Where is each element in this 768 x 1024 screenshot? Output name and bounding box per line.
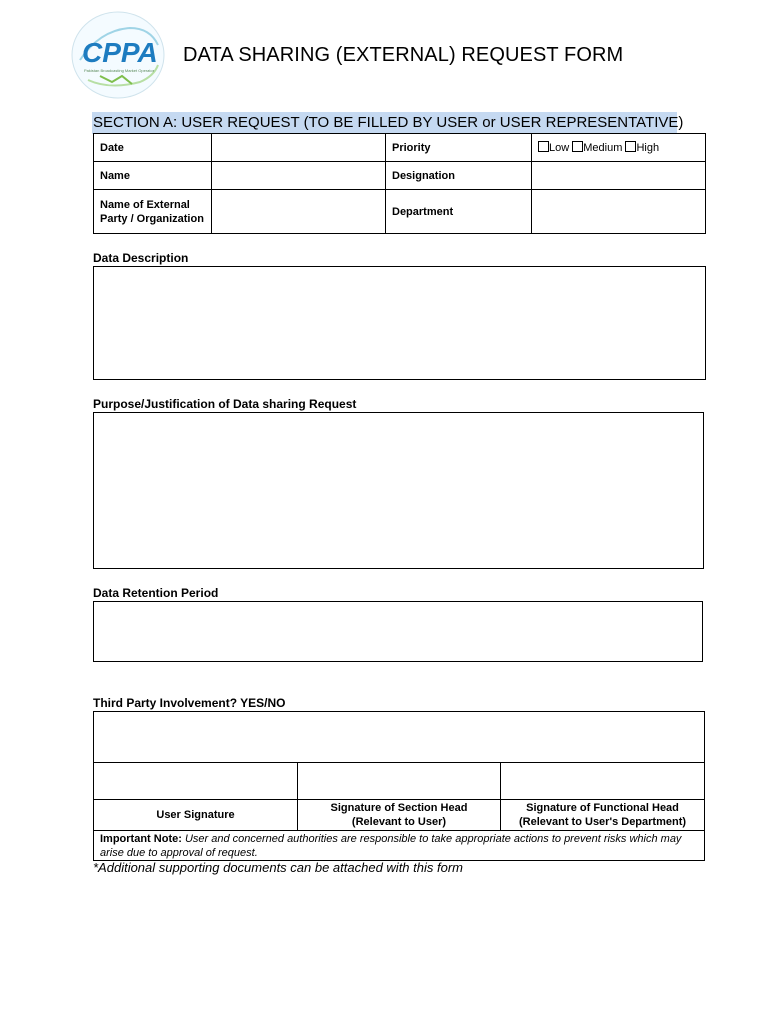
third-party-label: Third Party Involvement? YES/NO [93, 696, 286, 710]
svg-text:CPPA: CPPA [82, 37, 158, 68]
retention-label: Data Retention Period [93, 586, 219, 600]
logo-graphic [70, 10, 166, 100]
designation-label: Designation [386, 162, 532, 190]
name-field[interactable] [212, 162, 386, 190]
cppa-logo [70, 10, 166, 100]
footnote: *Additional supporting documents can be attached with this form [93, 860, 463, 875]
section-head-signature-field[interactable] [298, 763, 501, 800]
table-row [94, 134, 706, 162]
purpose-field[interactable] [93, 412, 704, 569]
date-field[interactable] [212, 134, 386, 162]
data-description-field[interactable] [93, 266, 706, 380]
department-label: Department [386, 190, 532, 234]
table-row [94, 800, 705, 831]
designation-field[interactable] [532, 162, 706, 190]
low-checkbox[interactable] [538, 141, 549, 152]
date-label: Date [94, 134, 212, 162]
priority-medium[interactable]: Medium [572, 142, 622, 154]
svg-text:Pakistan Broadcasting Market O: Pakistan Broadcasting Market Operator [84, 68, 155, 73]
important-note: Important Note: User and concerned authorities are responsible to take appropriate actions to prevent risks which may arise due to approval of request. [94, 831, 705, 861]
third-party-signature-table [93, 711, 705, 861]
table-row [94, 763, 705, 800]
table-row [94, 712, 705, 763]
table-row [94, 190, 706, 234]
functional-head-signature-field[interactable] [501, 763, 705, 800]
name-label: Name [94, 162, 212, 190]
priority-options [532, 134, 706, 162]
medium-checkbox[interactable] [572, 141, 583, 152]
high-checkbox[interactable] [625, 141, 636, 152]
section-head-signature-label: Signature of Section Head (Relevant to User) [298, 800, 501, 831]
table-row [94, 831, 705, 861]
department-field[interactable] [532, 190, 706, 234]
user-signature-field[interactable] [94, 763, 298, 800]
priority-label: Priority [386, 134, 532, 162]
organization-field[interactable] [212, 190, 386, 234]
retention-field[interactable] [93, 601, 703, 662]
table-row [94, 162, 706, 190]
functional-head-signature-label: Signature of Functional Head (Relevant to User's Department) [501, 800, 705, 831]
form-title: DATA SHARING (EXTERNAL) REQUEST FORM [183, 44, 624, 66]
data-description-label: Data Description [93, 251, 189, 265]
user-signature-label: User Signature [94, 800, 298, 831]
purpose-label: Purpose/Justification of Data sharing Request [93, 397, 357, 411]
third-party-field[interactable] [94, 712, 705, 763]
organization-label: Name of External Party / Organization [94, 190, 212, 234]
request-details-table [93, 133, 706, 234]
section-a-heading: SECTION A: USER REQUEST (TO BE FILLED BY USER or USER REPRESENTATIVE) [92, 112, 677, 134]
priority-high[interactable]: High [625, 142, 659, 154]
priority-low[interactable]: Low [538, 142, 569, 154]
